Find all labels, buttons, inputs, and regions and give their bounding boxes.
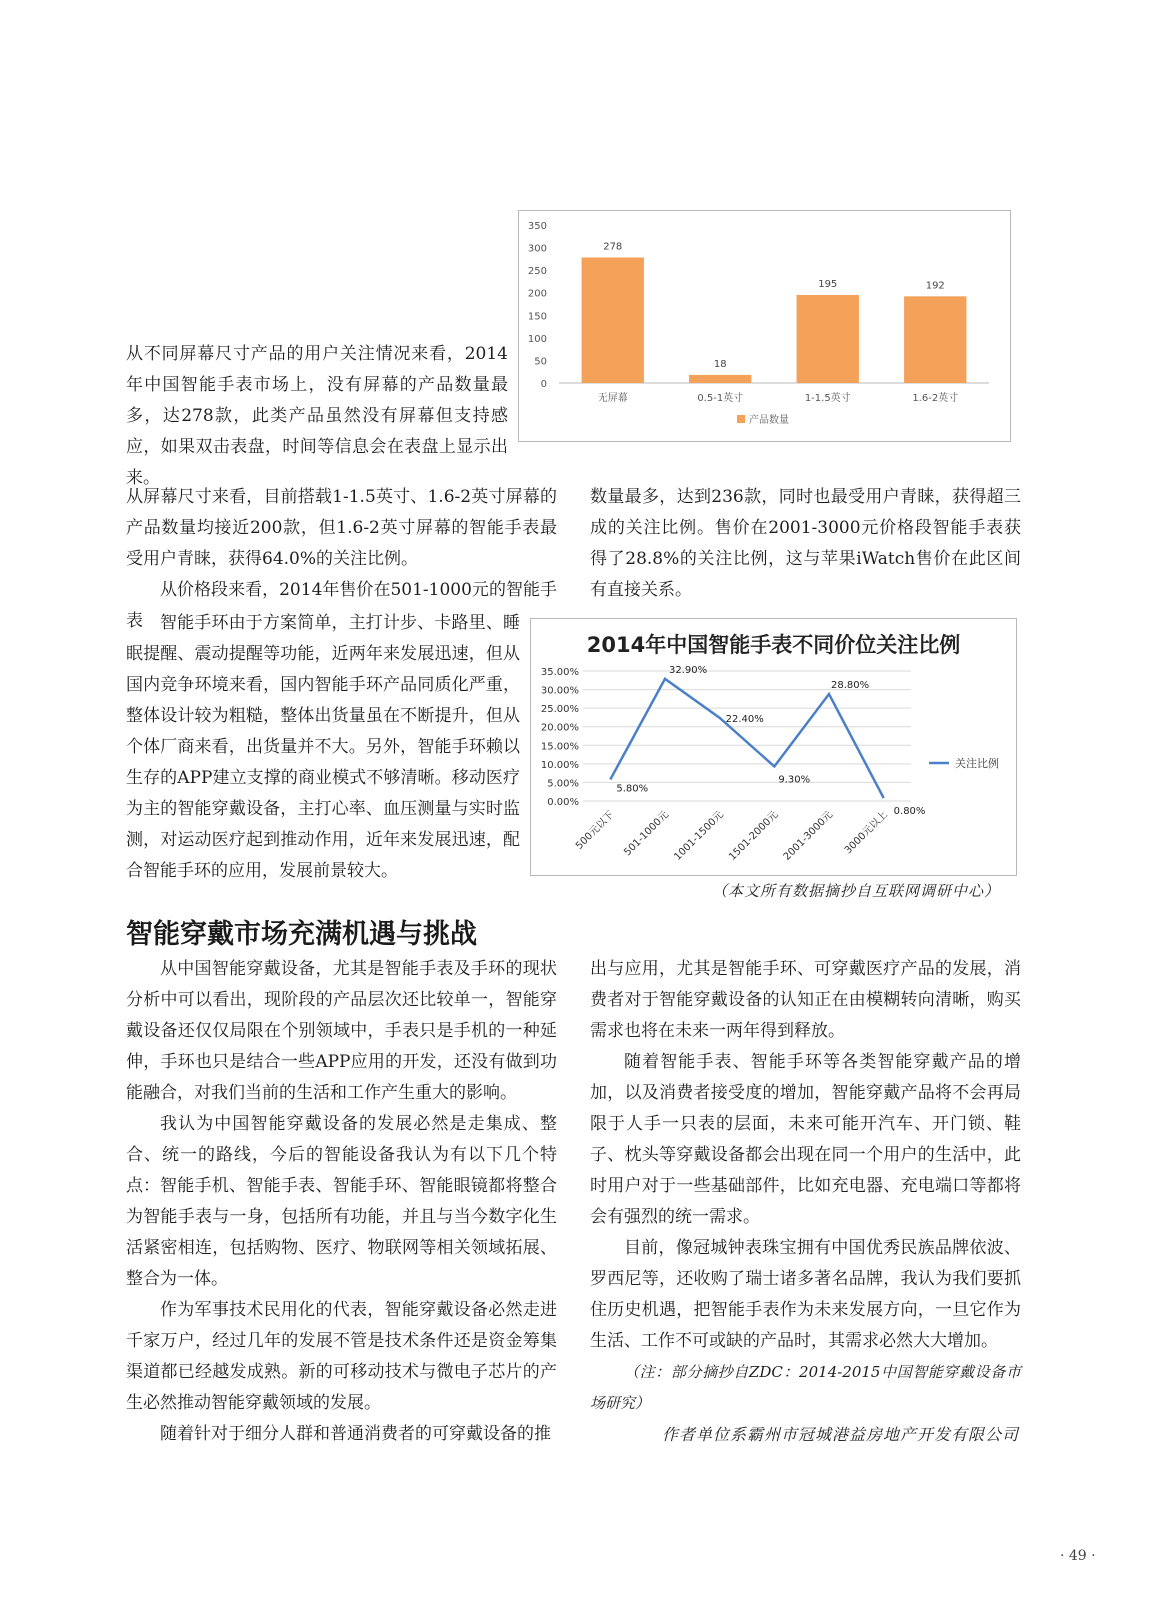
x-tick-label: 2001-3000元 <box>781 809 836 863</box>
data-label: 9.30% <box>778 774 811 786</box>
paragraph-screen-size: 从屏幕尺寸来看，目前搭载1-1.5英寸、1.6-2英寸屏幕的产品数量均接近200款，但1.6-2英寸屏幕的智能手表最受用户青睐，获得64.0%的关注比例。 <box>126 487 557 569</box>
page-number: · 49 · <box>1060 1548 1096 1564</box>
data-label: 32.90% <box>669 664 708 676</box>
x-tick-label: 0.5-1英寸 <box>697 393 744 404</box>
data-label: 278 <box>603 241 623 253</box>
author-affiliation: 作者单位系霸州市冠城港益房地产开发有限公司 <box>662 1425 1020 1444</box>
paragraph-screen-intro: 从不同屏幕尺寸产品的用户关注情况来看，2014年中国智能手表市场上，没有屏幕的产品数量最多，达278款，此类产品虽然没有屏幕但支持感应，如果双击表盘，时间等信息会在表盘上显示出来。 <box>126 344 508 488</box>
bar-chart-screen-size <box>518 210 1011 442</box>
x-tick-label: 无屏幕 <box>597 393 628 404</box>
paragraph-market-demand: 出与应用，尤其是智能手环、可穿戴医疗产品的发展，消费者对于智能穿戴设备的认知正在由模糊转向清晰，购买需求也将在未来一两年得到释放。 <box>590 959 1021 1041</box>
y-tick-label: 25.00% <box>540 704 579 716</box>
y-tick-label: 0.00% <box>547 797 579 808</box>
data-label: 195 <box>818 278 838 290</box>
y-tick-label: 250 <box>527 266 547 278</box>
data-label: 192 <box>925 280 945 292</box>
bar <box>582 258 644 383</box>
paragraph-product-growth: 随着智能手表、智能手环等各类智能穿戴产品的增加，以及消费者接受度的增加，智能穿戴产品将不会再局限于人手一只表的层面，未来可能开汽车、开门锁、鞋子、枕头等穿戴设备都会出现在同一个用户的生活中，此时用户对于一些基础部件，比如充电器、充电端口等都将会有强烈的统一需求。 <box>590 1052 1021 1227</box>
paragraph-military-tech: 作为军事技术民用化的代表，智能穿戴设备必然走进千家万户，经过几年的发展不管是技术条件还是资金筹集渠道都已经越发成熟。新的可移动技术与微电子芯片的产生必然推动智能穿戴领域的发展。 <box>126 1300 557 1413</box>
paragraph-integration: 智能手机、智能手表、智能手环、智能眼镜都将整合为智能手表与一身，包括所有功能，并且与当今数字化生活紧密相连，包括购物、医疗、物联网等相关领域拓展、整合为一体。 <box>126 1176 557 1289</box>
paragraph-development-route: 我认为中国智能穿戴设备的发展必然是走集成、整合、统一的路线，今后的智能设备我认为有以下几个特点： <box>126 1114 557 1196</box>
paragraph-price-range: 从价格段来看，2014年售价在501-1000元的智能手表 <box>126 580 557 631</box>
data-label: 22.40% <box>725 713 764 725</box>
x-tick-label: 501-1000元 <box>622 809 672 859</box>
y-tick-label: 5.00% <box>547 778 579 790</box>
bar-chart-svg <box>519 211 1010 441</box>
source-note: （本文所有数据摘抄自互联网调研中心） <box>712 882 1001 900</box>
paragraph-status-analysis: 从中国智能穿戴设备，尤其是智能手表及手环的现状分析中可以看出，现阶段的产品层次还比较单一，智能穿戴设备还仅仅局限在个别领域中，手表只是手机的一种延伸，手环也只是结合一些APP应用的开发，还没有做到功能融合，对我们当前的生活和工作产生重大的影响。 <box>126 959 557 1103</box>
line-chart-svg <box>531 619 1016 875</box>
paragraph-price-continued: 数量最多，达到236款，同时也最受用户青睐，获得超三成的关注比例。售价在2001-3000元价格段智能手表获得了28.8%的关注比例，这与苹果iWatch售价在此区间有直接关系。 <box>590 487 1021 600</box>
x-tick-label: 1.6-2英寸 <box>912 393 959 404</box>
x-tick-label: 1001-1500元 <box>672 809 726 863</box>
bar <box>904 296 966 383</box>
section-heading: 智能穿戴市场充满机遇与挑战 <box>126 919 477 950</box>
y-tick-label: 50 <box>534 356 547 368</box>
x-tick-label: 1501-2000元 <box>727 809 781 863</box>
y-tick-label: 15.00% <box>540 741 579 753</box>
y-tick-label: 350 <box>527 221 547 232</box>
y-tick-label: 20.00% <box>540 722 579 734</box>
legend-swatch <box>737 415 745 423</box>
paragraph-smart-band: 智能手环由于方案简单，主打计步、卡路里、睡眠提醒、震动提醒等功能，近两年来发展迅速，但从国内竞争环境来看，国内智能手环产品同质化严重，整体设计较为粗糙，整体出货量虽在不断提升，但从个体厂商来看，出货量并不大。另外，智能手环赖以生存的APP建立支撑的商业模式不够清晰。移动医疗为主的智能穿戴设备，主打心率、血压测量与实时监测，对运动医疗起到推动作用，近年来发展迅速，配合智能手环的应用，发展前景较大。 <box>126 613 520 881</box>
y-tick-label: 10.00% <box>540 759 579 771</box>
paragraph-segmented-users: 随着针对于细分人群和普通消费者的可穿戴设备的推 <box>160 1424 551 1444</box>
x-tick-label: 3000元以上 <box>842 809 890 857</box>
bar <box>797 295 859 383</box>
line-chart-price-attention <box>530 618 1017 876</box>
y-tick-label: 200 <box>527 288 547 300</box>
data-label: 0.80% <box>893 806 926 818</box>
y-tick-label: 150 <box>527 311 547 323</box>
legend-label: 产品数量 <box>749 415 789 426</box>
y-tick-label: 100 <box>527 333 547 345</box>
y-tick-label: 0 <box>540 379 547 390</box>
bar <box>689 375 751 383</box>
series-line <box>610 679 883 798</box>
x-tick-label: 1-1.5英寸 <box>804 393 851 404</box>
footnote: （注：部分摘抄自ZDC：2014-2015中国智能穿戴设备市场研究） <box>590 1363 1021 1412</box>
line-chart-title: 2014年中国智能手表不同价位关注比例 <box>586 633 961 657</box>
data-label: 18 <box>713 358 727 370</box>
y-tick-label: 30.00% <box>540 685 579 697</box>
y-tick-label: 300 <box>527 243 547 255</box>
data-label: 5.80% <box>616 783 649 795</box>
y-tick-label: 35.00% <box>540 667 579 678</box>
paragraph-company-strategy: 目前，像冠城钟表珠宝拥有中国优秀民族品牌依波、罗西尼等，还收购了瑞士诸多著名品牌，我认为我们要抓住历史机遇，把智能手表作为未来发展方向，一旦它作为生活、工作不可或缺的产品时，其需求必然大大增加。 <box>590 1238 1021 1351</box>
data-label: 28.80% <box>831 680 870 692</box>
legend-label: 关注比例 <box>955 757 999 770</box>
x-tick-label: 500元以下 <box>573 809 617 852</box>
